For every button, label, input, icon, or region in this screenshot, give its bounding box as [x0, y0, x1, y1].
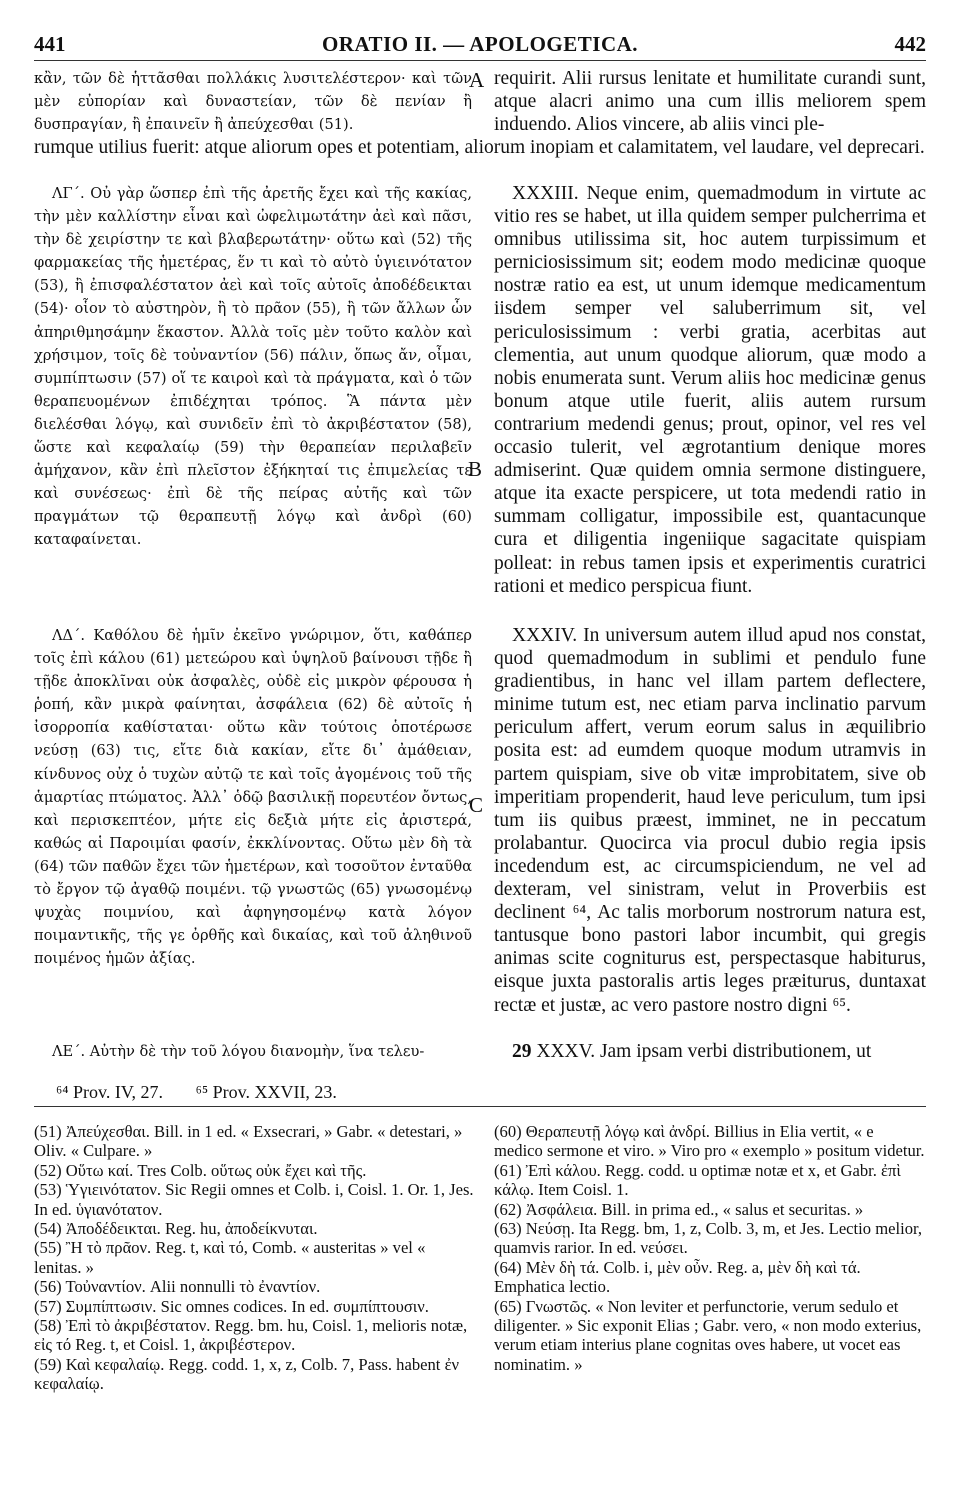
- scripture-references: [56, 1081, 756, 1103]
- reference-65: ⁶⁵ Prov. XXVII, 23.: [195, 1082, 337, 1102]
- margin-letter-b: B: [468, 457, 483, 481]
- header-rule: [34, 60, 926, 61]
- intro-latin-span: rumque utilius fuerit: atque aliorum opes et potentiam, aliorum inopiam et calamitatem, vel laudare, vel deprecari.: [34, 137, 925, 158]
- note-58: (58) Ἐπὶ τὸ ἀκριβέστατον. Regg. bm. hu, Coisl. 1, melioris notæ, εἰς τό Reg. t, et Coisl. 1, ἀκριβέστερον.: [34, 1316, 468, 1355]
- note-57: (57) Συμπίπτωσιν. Sic omnes codices. In ed. συμπίπτουσιν.: [34, 1296, 429, 1316]
- note-52: (52) Οὕτω καί. Tres Colb. οὕτως οὐκ ἔχει καὶ τῆς.: [34, 1160, 367, 1180]
- margin-letter-c: C: [469, 793, 484, 817]
- section-35-greek: ΛΕ΄. Αὐτὴν δὲ τὴν τοῦ λόγου διανομὴν, ἵνα τελευ-: [52, 1043, 425, 1060]
- running-header: [34, 32, 926, 58]
- intro-greek: κἂν, τῶν δὲ ἡττᾶσθαι πολλάκις λυσιτελέστερον· καὶ τῶν μὲν εὐπορίαν καὶ δυναστείαν, τῶν δὲ πενίαν ἢ δυσπραγίαν, ἢ ἐπαινεῖν ἢ ἀπεύχεσθαι (51).: [34, 70, 472, 134]
- note-63: (63) Νεύσῃ. Ita Regg. bm, 1, z, Colb. 3, m, et Jes. Lectio melior, quamvis rarior. In ed. νεύσει.: [494, 1219, 923, 1258]
- note-54: (54) Ἀποδέδεικται. Reg. hu, ἀποδείκνυται.: [34, 1219, 318, 1239]
- notes-left-column: [34, 1122, 474, 1492]
- intro-latin: requirit. Alii rursus lenitate et humilitate curandi sunt, atque alacri animo una cum illis meliorem spem induendo. Alios vincere, ab aliis vinci ple-: [494, 68, 926, 136]
- note-51: (51) Ἀπεύχεσθαι. Bill. in 1 ed. « Exsecrari, » Gabr. « detestari, » Oliv. « Culpare. »: [34, 1122, 463, 1161]
- section-33-latin: XXXIII. Neque enim, quemadmodum in virtute ac vitio res se habet, ut illa quidem semper pulcherrima et omnibus utilissima sit, hoc autem turpissimum et perniciosissimum sit; eodem modo medicinæ quoque nostræ ratio ea est, ut unum idemque medicamentum iisdem semper vel saluberrimum sit, vel periculosissimum : verbi gratia, acerbitas aut clementia, aut unum quodque aliorum, quæ modo a nobis enumerata sunt. Verum aliis hoc medicinæ genus bonum atque utile fuerit, aliis autem rursum contrarium medendi genus; prout, opinor, vel res vel occasio tulerit, vel ægrotantium denique mores admiserint. Quæ quidem omnia sermone distinguere, atque ita exacte perspicere, ut tota medendi ratio in summam colligatur, impossibile est, quantacunque cura et diligentia ingeniique sagacitate quispiam polleat: in rebus tamen ipsis et experimentis curatrici rationi et medico perspicua fiunt.: [494, 183, 926, 597]
- note-61: (61) Ἐπὶ κάλου. Regg. codd. u optimæ notæ et x, et Gabr. ἐπὶ κάλῳ. Item Coisl. 1.: [494, 1160, 901, 1200]
- section-34-latin: XXXIV. In universum autem illud apud nos constat, quod quemadmodum in sublimi et pendulo fune gradientibus, in hanc vel illam partem deflectere, minime tutum est, nec etiam parva inclinatio parvum periculum affert, verum eorum salus in æquilibrio posita est: ad eumdem quoque modum utramvis in partem quispiam, sive ob vitæ improbitatem, sive ob imperitiam propenderit, haud leve periculum, tum ipsi tum iis quibus præest, imminet, ne in peccatum prolabantur. Quocirca via procul dubio regia ipsis incedendum est, ac circumspiciendum, ne vel ad dexteram, vel sinistram, velut in Proverbiis est declinent ⁶⁴, Ac talis morborum nostrorum natura est, tantusque bono pastori labor incumbit, qui gregis animas scite cogniturus est, perspectasque habiturus, eisque juxta pastoralis artis leges præiturus, duntaxat rectæ et justæ, ac vero pastore nostro digni ⁶⁵.: [494, 625, 926, 1016]
- note-62: (62) Ἀσφάλεια. Bill. in prima ed., « salus et securitas. »: [494, 1199, 864, 1219]
- notes-right-column: [494, 1122, 926, 1492]
- page-number-right: 442: [894, 32, 926, 56]
- running-title: ORATIO II. — APOLOGETICA.: [321, 32, 639, 56]
- note-59: (59) Καὶ κεφαλαίῳ. Regg. codd. 1, x, z, Colb. 7, Pass. habent ἐν κεφαλαίῳ.: [34, 1354, 460, 1394]
- note-53: (53) Ὑγιεινότατον. Sic Regii omnes et Colb. i, Coisl. 1. Or. 1, Jes. In ed. ὑγιανότατον.: [34, 1180, 474, 1219]
- margin-letter-a: A: [469, 68, 485, 92]
- reference-64: ⁶⁴ Prov. IV, 27.: [56, 1082, 164, 1102]
- note-64: (64) Μὲν δὴ τά. Colb. i, μὲν οὖν. Reg. a, μὲν δὴ καὶ τά. Emphatica lectio.: [494, 1257, 861, 1297]
- note-55: (55) Ἢ τὸ πρᾶον. Reg. t, καὶ τό, Comb. « austeritas » vel « lenitas. »: [34, 1238, 426, 1277]
- section-33-greek: ΛΓ΄. Οὐ γὰρ ὥσπερ ἐπὶ τῆς ἀρετῆς ἔχει καὶ τῆς κακίας, τὴν μὲν καλλίστην εἶναι καὶ ὠφελιμωτάτην ἀεὶ καὶ πᾶσι, τὴν δὲ χειρίστην τε καὶ βλαβερωτάτην· οὕτω καὶ (52) τῆς φαρμακείας τῆς ἡμετέρας, ἕν τι καὶ τὸ αὐτὸ ὑγιεινότατον (53), ἢ ἐπισφαλέστατον ἀεὶ καὶ τοῖς αὐτοῖς ἀποδέδεικται (54)· οἷον τὸ αὐστηρὸν, ἢ τὸ πρᾶον (55), ἢ τῶν ἄλλων ὧν ἀπηριθμησάμην ἕκαστον. Ἀλλὰ τοῖς μὲν τοῦτο καλὸν καὶ χρήσιμον, τοῖς δὲ τοὐναντίον (56) πάλιν, ὅπως ἄν, οἶμαι, συμπίπτωσιν (57) οἵ τε καιροὶ καὶ τὰ πράγματα, καὶ ὁ τῶν θεραπευομένων ἐπιδέχηται τρόπος. Ἃ πάντα μὲν διελέσθαι λόγῳ, καὶ συνιδεῖν ἐπὶ τὸ ἀκριβέστατον (58), ὥστε καὶ κεφαλαίῳ (59) τὴν θεραπείαν περιλαβεῖν ἀμήχανον, κἂν ἐπὶ πλεῖστον ἐξήκηταί τις ἐπιμελείας τε καὶ συνέσεως· ἐπὶ δὲ τῆς πείρας αὐτῆς καὶ τῶν πραγμάτων τῷ θεραπευτῇ λόγῳ καὶ ἀνδρὶ (60) καταφαίνεται.: [34, 185, 472, 549]
- note-56: (56) Τοὐναντίον. Alii nonnulli τὸ ἐναντίον.: [34, 1277, 321, 1297]
- note-60: (60) Θεραπευτῇ λόγῳ καὶ ἀνδρί. Billius in Elia vertit, « e medico sermone et viro. » Viro pro « exemplo » positum videtur.: [494, 1122, 925, 1161]
- section-34-greek: ΛΔ΄. Καθόλου δὲ ἡμῖν ἐκεῖνο γνώριμον, ὅτι, καθάπερ τοῖς ἐπὶ κάλου (61) μετεώρου καὶ ὑψηλοῦ βαίνουσι τῇδε ἢ τῇδε ἀποκλῖναι οὐκ ἀσφαλὲς, οὐδὲ εἰς μικρὸν φέρουσα ἡ ῥοπή, κἂν μικρὰ φαίνηται, ἀσφάλεια (62) δὲ αὐτοῖς ἡ ἰσορροπία καθίσταται· οὕτω κἂν τούτοις ὁποτέρωσε νεύσῃ (63) τις, εἴτε διὰ κακίαν, εἴτε δι᾽ ἀμάθειαν, κίνδυνος οὐχ ὁ τυχὼν αὐτῷ τε καὶ τοῖς ἀγομένοις τοῦ τῆς ἁμαρτίας πτώματος. Ἀλλ᾽ ὁδῷ βασιλικῇ πορευτέον ὄντως, καὶ περισκεπτέον, μήτε εἰς δεξιὰ μήτε εἰς ἀριστερά, καθώς αἱ Παροιμίαι φασίν, ἐκκλίνοντας. Οὕτω μὲν δὴ τὰ (64) τῶν παθῶν ἔχει τῶν ἡμετέρων, καὶ τοσοῦτον ἐνταῦθα τὸ ἔργον τῷ ἀγαθῷ ποιμένι. τῷ γνωστῶς (65) γνωσομένῳ ψυχὰς ποιμνίου, καὶ ἀφηγησομένῳ κατὰ λόγον ποιμαντικῆς, τῆς γε ὀρθῆς καὶ δικαίας, καὶ τοῦ ἀληθινοῦ ποιμένος ἡμῶν ἀξίας.: [34, 627, 472, 968]
- page-number-left: 441: [34, 32, 66, 56]
- notes-rule: [34, 1106, 926, 1107]
- column-number: 29: [512, 1041, 532, 1062]
- section-35-latin: 29 XXXV. Jam ipsam verbi distributionem, ut: [512, 1041, 872, 1062]
- note-65: (65) Γνωστῶς. « Non leviter et perfunctorie, verum sedulo et diligenter. » Sic exponit Elias ; Gabr. vero, « non modo exterius, verum etiam interius plane cognitas oves habere, ut vocet eas nominatim. »: [494, 1296, 922, 1374]
